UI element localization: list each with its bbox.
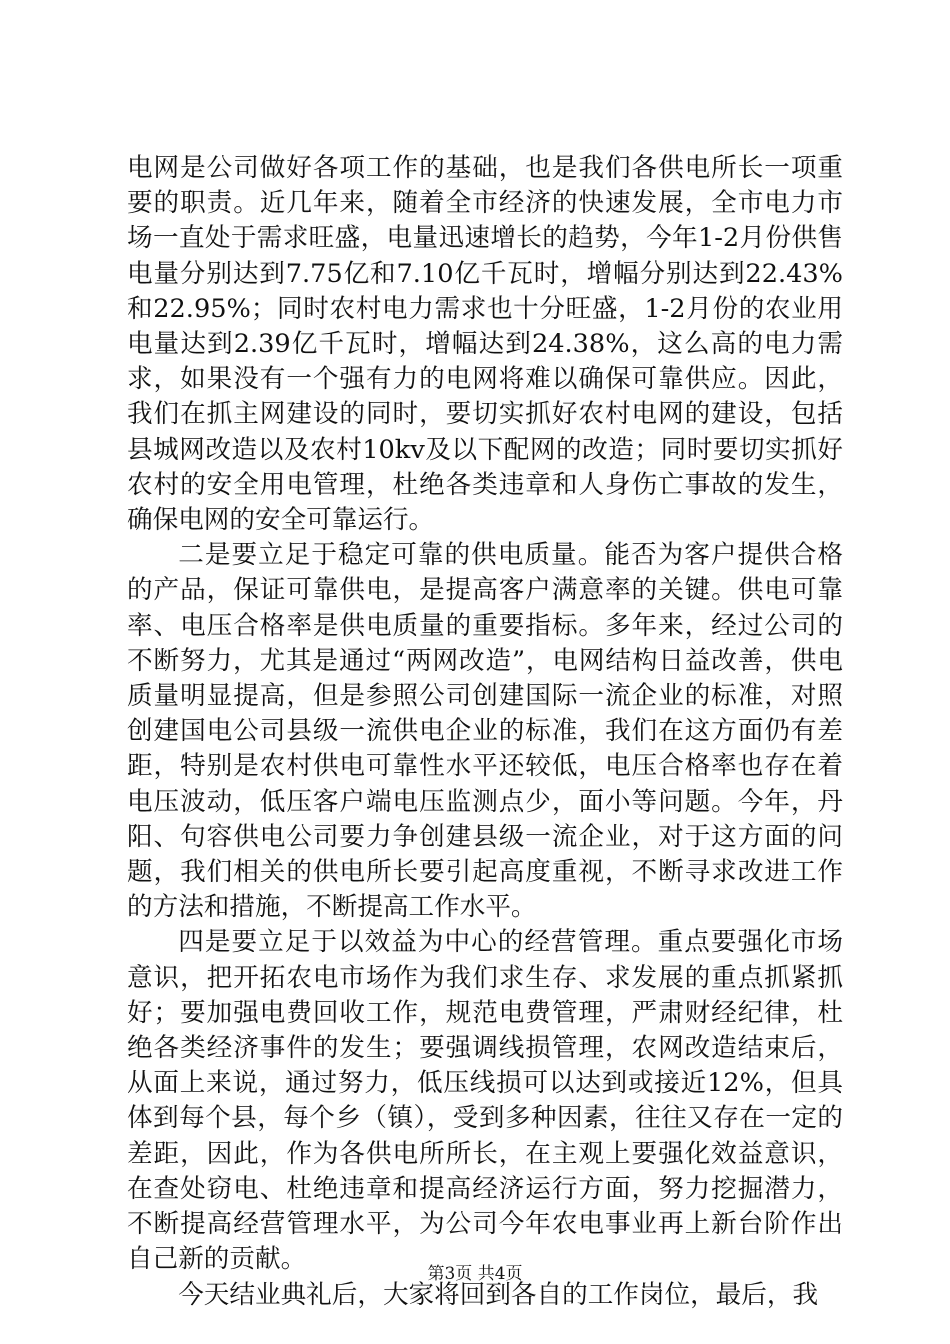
paragraph-business-management: 四是要立足于以效益为中心的经营管理。重点要强化市场意识，把开拓农电市场作为我们求生存、求发展的重点抓紧抓好；要加强电费回收工作，规范电费管理，严肃财经纪律，杜绝各类经济事件的发生；要强调线损管理，农网改造结束后，从面上来说，通过努力，低压线损可以达到或接近12%，但具体到每个县，每个乡（镇），受到多种因素，往往又存在一定的差距，因此，作为各供电所所长，在主观上要强化效益意识，在查处窃电、杜绝违章和提高经济运行方面，努力挖掘潜力，不断提高经营管理水平，为公司今年农电事业再上新台阶作出自己新的贡献。 [127,927,843,1275]
paragraph-supply-quality: 二是要立足于稳定可靠的供电质量。能否为客户提供合格的产品，保证可靠供电，是提高客户满意率的关键。供电可靠率、电压合格率是供电质量的重要指标。多年来，经过公司的不断努力，尤其是通过“两网改造”，电网结构日益改善，供电质量明显提高，但是参照公司创建国际一流企业的标准，对照创建国电公司县级一流供电企业的标准，我们在这方面仍有差距，特别是农村供电可靠性水平还较低，电压合格率也存在着电压波动，低压客户端电压监测点少，面小等问题。今年，丹阳、句容供电公司要力争创建县级一流企业，对于这方面的问题，我们相关的供电所长要引起高度重视，不断寻求改进工作的方法和措施，不断提高工作水平。 [127,540,843,923]
paragraph-grid-construction: 电网是公司做好各项工作的基础，也是我们各供电所长一项重要的职责。近几年来，随着全市经济的快速发展，全市电力市场一直处于需求旺盛，电量迅速增长的趋势，今年1-2月份供售电量分别达到7.75亿和7.10亿千瓦时，增幅分别达到22.43%和22.95%；同时农村电力需求也十分旺盛，1-2月份的农业用电量达到2.39亿千瓦时，增幅达到24.38%，这么高的电力需求，如果没有一个强有力的电网将难以确保可靠供应。因此，我们在抓主网建设的同时，要切实抓好农村电网的建设，包括县城网改造以及农村10kv及以下配网的改造；同时要切实抓好农村的安全用电管理，杜绝各类违章和人身伤亡事故的发生，确保电网的安全可靠运行。 [127,153,843,536]
page-footer: 第3页 共4页 [427,1264,523,1284]
paragraph-closing: 今天结业典礼后，大家将回到各自的工作岗位，最后，我 [178,1279,819,1310]
document-body [127,151,843,1313]
